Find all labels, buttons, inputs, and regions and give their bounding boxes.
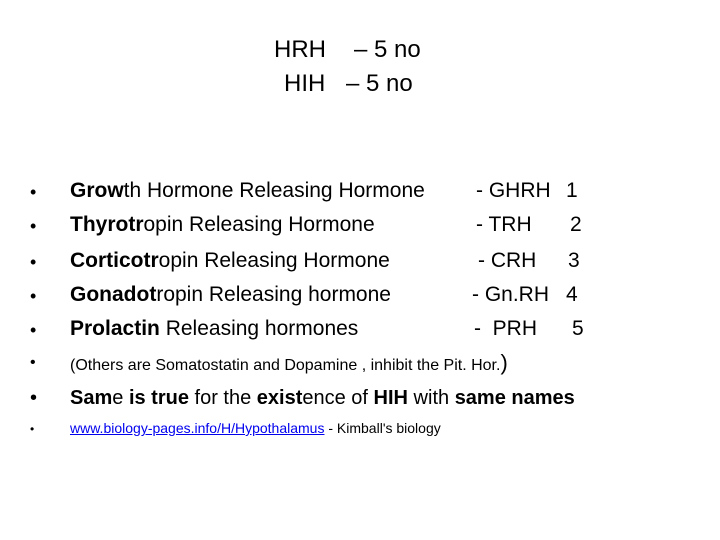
bullet: •	[30, 387, 38, 409]
hormone-number: 2	[570, 213, 582, 236]
same-names-text: same names	[454, 387, 575, 409]
hormone-code: - CRH	[478, 249, 537, 272]
hormone-number: 1	[566, 179, 578, 202]
others-note	[0, 352, 720, 376]
reference-suffix: - Kimball's biology	[324, 420, 441, 436]
bullet: •	[30, 182, 37, 202]
hormone-name-bold: Gonadot	[70, 283, 157, 306]
hormone-row	[0, 178, 720, 204]
with-text: with	[408, 387, 455, 409]
is-true-text: is true	[128, 387, 189, 409]
hih-value: – 5 no	[346, 70, 413, 97]
bullet: •	[30, 422, 35, 436]
hormone-name-rest: opin Releasing Hormone	[158, 249, 390, 272]
hormone-name-rest: Releasing hormones	[159, 317, 359, 340]
same-text-bold: Sam	[70, 387, 113, 409]
same-names-line	[0, 385, 720, 413]
reference-line	[0, 419, 720, 439]
hormone-name-rest: ropin Releasing hormone	[156, 283, 391, 306]
hormone-code: - GHRH	[476, 179, 551, 202]
ence-of-text: ence of	[302, 387, 374, 409]
others-note-text: (Others are Somatostatin and Dopamine , inhibit the Pit. Hor.	[70, 357, 501, 374]
bullet: •	[30, 286, 37, 306]
hormone-name-bold: Prolactin	[70, 317, 160, 340]
hormone-row	[0, 282, 720, 308]
hormone-name-rest: th Hormone Releasing Hormone	[123, 179, 425, 202]
hormone-row	[0, 316, 720, 342]
hormone-name-bold: Grow	[70, 179, 124, 202]
same-text: e	[112, 387, 129, 409]
bullet: •	[30, 252, 37, 272]
hormone-code: - PRH	[474, 317, 537, 340]
exist-text: exist	[256, 387, 303, 409]
hormone-name-bold: Corticotr	[70, 249, 159, 272]
hrh-value: – 5 no	[354, 36, 421, 63]
hormone-row	[0, 212, 720, 238]
hormone-code: - Gn.RH	[472, 283, 550, 306]
hormone-name-rest: opin Releasing Hormone	[143, 213, 375, 236]
hormone-row	[0, 248, 720, 274]
bullet: •	[30, 320, 37, 340]
bullet: •	[30, 216, 37, 236]
reference-link[interactable]: www.biology-pages.info/H/Hypothalamus	[70, 420, 325, 436]
others-note-paren: )	[500, 350, 508, 375]
bullet: •	[30, 354, 36, 371]
hormone-name-bold: Thyrotr	[70, 213, 144, 236]
for-the-text: for the	[188, 387, 257, 409]
hormone-code: - TRH	[476, 213, 532, 236]
hrh-label: HRH	[274, 36, 326, 63]
hormone-number: 3	[568, 249, 580, 272]
hormone-number: 5	[572, 317, 584, 340]
hormone-number: 4	[566, 283, 578, 306]
hih-text: HIH	[373, 387, 408, 409]
hih-label: HIH	[284, 70, 326, 97]
